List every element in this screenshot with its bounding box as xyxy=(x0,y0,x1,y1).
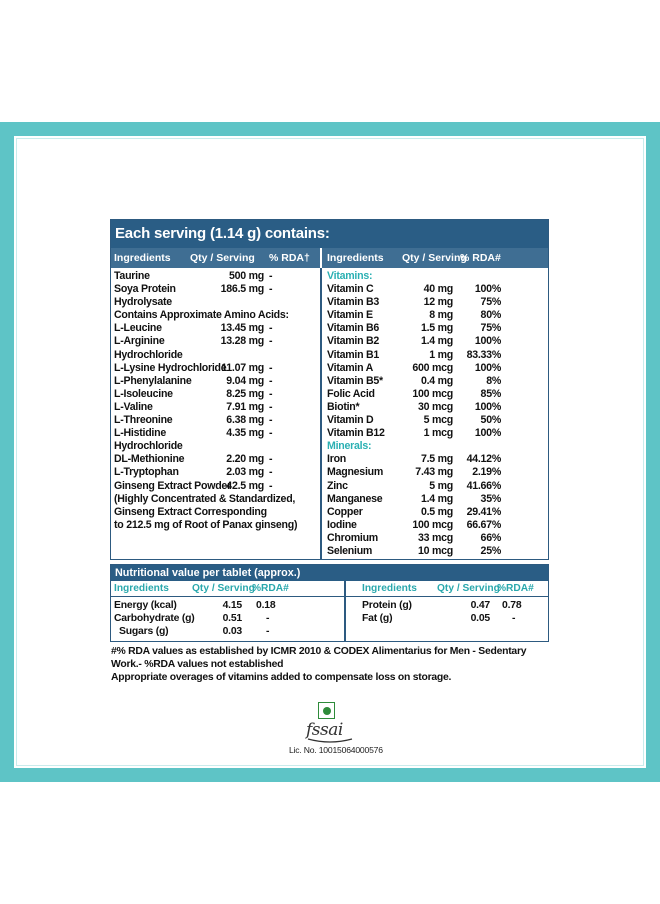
ingredient-rda: - xyxy=(269,479,273,492)
footnotes xyxy=(111,645,551,685)
ingredient-qty: 1.5 mg xyxy=(420,322,453,335)
ingredient-qty: 10 mcg xyxy=(417,544,453,557)
ingredient-qty: 186.5 mg xyxy=(220,283,264,296)
ingredient-qty: 2.20 mg xyxy=(226,453,264,466)
ingredient-qty: 12 mg xyxy=(423,296,453,309)
ingredient-name: Vitamin E xyxy=(327,309,373,322)
ingredient-name: Vitamin B2 xyxy=(327,335,380,348)
ingredient-name: Soya Protein xyxy=(114,283,176,296)
ingredient-rda: 100% xyxy=(474,283,501,296)
nut-qty: 0.51 xyxy=(222,613,242,624)
nutrition-body xyxy=(111,597,548,641)
ingredient-name: L-Leucine xyxy=(114,322,162,335)
nut-right-ingredients-header: Ingredients xyxy=(362,583,417,594)
ingredient-rda: 8% xyxy=(486,374,501,387)
ingredient-rda: 2.19% xyxy=(472,466,501,479)
ingredient-row xyxy=(114,440,319,453)
ingredient-row xyxy=(327,506,547,519)
ingredient-rda: - xyxy=(269,374,273,387)
ingredient-name: L-Lysine Hydrochloride xyxy=(114,361,227,374)
nutrition-row xyxy=(114,613,339,626)
right-ingredient-list xyxy=(327,270,547,558)
ingredient-name: Vitamins: xyxy=(327,270,373,282)
nut-rda: 0.78 xyxy=(502,600,522,611)
ingredient-rda: - xyxy=(269,466,273,479)
ingredient-rda: 35% xyxy=(480,492,501,505)
ingredient-name: Vitamin D xyxy=(327,414,374,427)
ingredient-name: L-Valine xyxy=(114,400,153,413)
ingredient-row xyxy=(114,466,319,479)
ingredient-qty: 40 mg xyxy=(423,283,453,296)
ingredient-name: Vitamin B1 xyxy=(327,348,380,361)
ingredient-qty: 1.4 mg xyxy=(420,492,453,505)
ingredient-name: Zinc xyxy=(327,479,348,492)
ingredient-name: (Highly Concentrated & Standardized, xyxy=(114,492,296,505)
supplement-facts-table xyxy=(110,219,549,560)
ingredient-qty: 5 mg xyxy=(429,479,453,492)
ingredient-qty: 0.4 mg xyxy=(420,374,453,387)
ingredient-rda: - xyxy=(269,335,273,348)
ingredient-row xyxy=(114,453,319,466)
ingredient-qty: 4.35 mg xyxy=(226,427,264,440)
ingredient-row xyxy=(114,401,319,414)
ingredient-rda: - xyxy=(269,361,273,374)
ingredient-rda: - xyxy=(269,270,273,282)
ingredient-qty: 0.5 mg xyxy=(420,505,453,518)
ingredient-name: Hydrolysate xyxy=(114,296,172,309)
section-heading xyxy=(327,440,547,453)
ingredient-rda: 66.67% xyxy=(466,518,501,531)
ingredient-row xyxy=(114,362,319,375)
ingredient-name: Contains Approximate Amino Acids: xyxy=(114,309,289,322)
ingredient-name: Manganese xyxy=(327,492,383,505)
ingredient-rda: 100% xyxy=(474,335,501,348)
ingredient-row xyxy=(114,493,319,506)
ingredient-rda: 75% xyxy=(480,296,501,309)
ingredient-row xyxy=(327,349,547,362)
ingredient-name: Vitamin B5* xyxy=(327,374,383,387)
ingredient-row xyxy=(327,414,547,427)
ingredient-name: Hydrochloride xyxy=(114,440,183,453)
nut-qty: 4.15 xyxy=(222,600,242,611)
nut-left-qty-header: Qty / Serving xyxy=(192,583,255,594)
ingredient-row xyxy=(114,375,319,388)
ingredient-row xyxy=(114,480,319,493)
ingredient-name: Vitamin A xyxy=(327,361,374,374)
ingredient-qty: 13.45 mg xyxy=(220,322,264,335)
ingredient-row xyxy=(327,532,547,545)
nut-name: Protein (g) xyxy=(362,600,412,611)
ingredient-row xyxy=(114,270,319,283)
ingredient-row xyxy=(114,506,319,519)
ingredient-row xyxy=(114,309,319,322)
ingredient-row xyxy=(327,322,547,335)
ingredient-row xyxy=(114,414,319,427)
ingredient-row xyxy=(327,545,547,558)
ingredient-qty: 7.91 mg xyxy=(226,400,264,413)
ingredient-name: Vitamin B12 xyxy=(327,427,385,440)
header-divider xyxy=(320,248,322,268)
fssai-arc-icon xyxy=(306,738,354,744)
ingredient-row xyxy=(327,453,547,466)
ingredient-qty: 6.38 mg xyxy=(226,414,264,427)
ingredient-name: to 212.5 mg of Root of Panax ginseng) xyxy=(114,518,298,531)
ingredient-qty: 9.04 mg xyxy=(226,374,264,387)
ingredient-rda: - xyxy=(269,414,273,427)
ingredient-name: Vitamin B6 xyxy=(327,322,380,335)
ingredient-name: Folic Acid xyxy=(327,387,375,400)
ingredient-row xyxy=(114,349,319,362)
left-ingredients-header: Ingredients xyxy=(114,252,171,264)
right-rda-header: % RDA# xyxy=(460,252,501,264)
ingredient-qty: 8.25 mg xyxy=(226,387,264,400)
ingredient-name: L-Threonine xyxy=(114,414,173,427)
nut-rda: - xyxy=(266,613,270,624)
nut-right-rda-header: %RDA# xyxy=(497,583,534,594)
ingredient-rda: 29.41% xyxy=(466,505,501,518)
ingredient-qty: 33 mcg xyxy=(417,531,453,544)
ingredient-rda: 44.12% xyxy=(466,453,501,466)
ingredient-rda: - xyxy=(269,453,273,466)
nut-right-qty-header: Qty / Serving xyxy=(437,583,500,594)
left-rda-header: % RDA† xyxy=(269,252,310,264)
ingredient-rda: 83.33% xyxy=(466,348,501,361)
ingredient-rda: 25% xyxy=(480,544,501,557)
ingredient-rda: 80% xyxy=(480,309,501,322)
ingredient-qty: 5 mcg xyxy=(423,414,453,427)
ingredient-row xyxy=(327,388,547,401)
section-heading xyxy=(327,270,547,283)
table-body xyxy=(111,268,548,559)
veg-dot xyxy=(323,707,331,715)
left-ingredient-list xyxy=(114,270,319,532)
ingredient-row xyxy=(327,362,547,375)
ingredient-name: Taurine xyxy=(114,270,150,282)
ingredient-name: L-Histidine xyxy=(114,427,166,440)
ingredient-qty: 13.28 mg xyxy=(220,335,264,348)
nut-name: Energy (kcal) xyxy=(114,600,177,611)
nut-name: Fat (g) xyxy=(362,613,393,624)
ingredient-rda: 41.66% xyxy=(466,479,501,492)
ingredient-qty: 2.03 mg xyxy=(226,466,264,479)
nutrition-row xyxy=(114,600,339,613)
ingredient-qty: 500 mg xyxy=(228,270,264,282)
nut-name: Sugars (g) xyxy=(119,626,169,637)
ingredient-name: Chromium xyxy=(327,531,378,544)
nutrition-header-row xyxy=(111,581,548,597)
ingredient-qty: 100 mcg xyxy=(412,518,453,531)
right-qty-header: Qty / Serving xyxy=(402,252,467,264)
ingredient-row xyxy=(327,335,547,348)
nutrition-row xyxy=(362,613,542,626)
ingredient-row xyxy=(114,388,319,401)
nut-left-ingredients-header: Ingredients xyxy=(114,583,169,594)
ingredient-name: Iodine xyxy=(327,518,357,531)
ingredient-row xyxy=(327,309,547,322)
ingredient-name: DL-Methionine xyxy=(114,453,185,466)
nut-qty: 0.05 xyxy=(470,613,490,624)
ingredient-qty: 7.43 mg xyxy=(415,466,453,479)
ingredient-name: Hydrochloride xyxy=(114,348,183,361)
ingredient-name: Iron xyxy=(327,453,347,466)
ingredient-name: L-Arginine xyxy=(114,335,165,348)
ingredient-row xyxy=(114,335,319,348)
ingredient-name: Ginseng Extract Corresponding xyxy=(114,505,267,518)
ingredient-row xyxy=(327,401,547,414)
ingredient-qty: 11.07 mg xyxy=(221,361,264,374)
nutrition-title: Nutritional value per tablet (approx.) xyxy=(111,565,548,581)
serving-title: Each serving (1.14 g) contains: xyxy=(111,220,548,248)
footnote-line-3: Appropriate overages of vitamins added to compensate loss on storage. xyxy=(111,672,452,684)
ingredient-name: L-Phenylalanine xyxy=(114,374,192,387)
ingredient-qty: 42.5 mg xyxy=(226,479,264,492)
ingredient-name: Vitamin C xyxy=(327,283,374,296)
ingredient-name: L-Tryptophan xyxy=(114,466,179,479)
ingredient-row xyxy=(114,427,319,440)
ingredient-rda: 100% xyxy=(474,400,501,413)
nut-qty: 0.47 xyxy=(470,600,490,611)
ingredient-name: Selenium xyxy=(327,544,373,557)
ingredient-qty: 7.5 mg xyxy=(420,453,453,466)
ingredient-row xyxy=(327,480,547,493)
ingredient-name: Minerals: xyxy=(327,440,372,453)
ingredient-row xyxy=(327,519,547,532)
veg-symbol-icon xyxy=(318,702,335,719)
nutrition-table xyxy=(110,564,549,642)
nutrition-row xyxy=(362,600,542,613)
ingredient-rda: 85% xyxy=(480,387,501,400)
ingredient-row xyxy=(327,296,547,309)
ingredient-rda: 100% xyxy=(474,361,501,374)
fssai-logo-text: fssai xyxy=(306,720,343,740)
ingredient-rda: - xyxy=(269,322,273,335)
nutrition-row xyxy=(114,626,339,639)
nut-name: Carbohydrate (g) xyxy=(114,613,195,624)
ingredient-qty: 1 mcg xyxy=(423,427,453,440)
nut-qty: 0.03 xyxy=(222,626,242,637)
ingredient-row xyxy=(327,493,547,506)
ingredient-row xyxy=(114,322,319,335)
ingredient-qty: 1 mg xyxy=(429,348,453,361)
ingredient-name: Magnesium xyxy=(327,466,384,479)
ingredient-row xyxy=(327,375,547,388)
right-ingredients-header: Ingredients xyxy=(327,252,384,264)
ingredient-row xyxy=(114,519,319,532)
ingredient-rda: - xyxy=(269,387,273,400)
ingredient-row xyxy=(327,283,547,296)
ingredient-rda: - xyxy=(269,400,273,413)
ingredient-qty: 100 mcg xyxy=(412,387,453,400)
nut-rda: - xyxy=(512,613,516,624)
fssai-logo-icon xyxy=(306,720,354,744)
ingredient-row xyxy=(114,296,319,309)
ingredient-name: Ginseng Extract Powder xyxy=(114,479,231,492)
footnote-line-2: Work.- %RDA values not established xyxy=(111,659,284,671)
ingredient-qty: 8 mg xyxy=(429,309,453,322)
ingredient-name: Biotin* xyxy=(327,400,360,413)
ingredient-qty: 600 mcg xyxy=(412,361,453,374)
ingredient-rda: 50% xyxy=(480,414,501,427)
left-qty-header: Qty / Serving xyxy=(190,252,255,264)
license-number: Lic. No. 10015064000576 xyxy=(289,745,383,755)
nut-rda: 0.18 xyxy=(256,600,276,611)
ingredient-qty: 30 mcg xyxy=(417,400,453,413)
ingredient-qty: 1.4 mg xyxy=(420,335,453,348)
table-header-row xyxy=(111,248,548,268)
ingredient-name: Copper xyxy=(327,505,363,518)
ingredient-row xyxy=(114,283,319,296)
ingredient-rda: - xyxy=(269,427,273,440)
ingredient-name: L-Isoleucine xyxy=(114,387,173,400)
ingredient-rda: 100% xyxy=(474,427,501,440)
column-divider xyxy=(320,268,322,559)
ingredient-name: Vitamin B3 xyxy=(327,296,380,309)
nut-rda: - xyxy=(266,626,270,637)
nut-left-rda-header: %RDA# xyxy=(252,583,289,594)
ingredient-row xyxy=(327,466,547,479)
ingredient-rda: 75% xyxy=(480,322,501,335)
footnote-line-1: #% RDA values as established by ICMR 2010 & CODEX Alimentarius for Men - Sedentary xyxy=(111,646,527,657)
ingredient-rda: 66% xyxy=(480,531,501,544)
ingredient-row xyxy=(327,427,547,440)
ingredient-rda: - xyxy=(269,283,273,296)
